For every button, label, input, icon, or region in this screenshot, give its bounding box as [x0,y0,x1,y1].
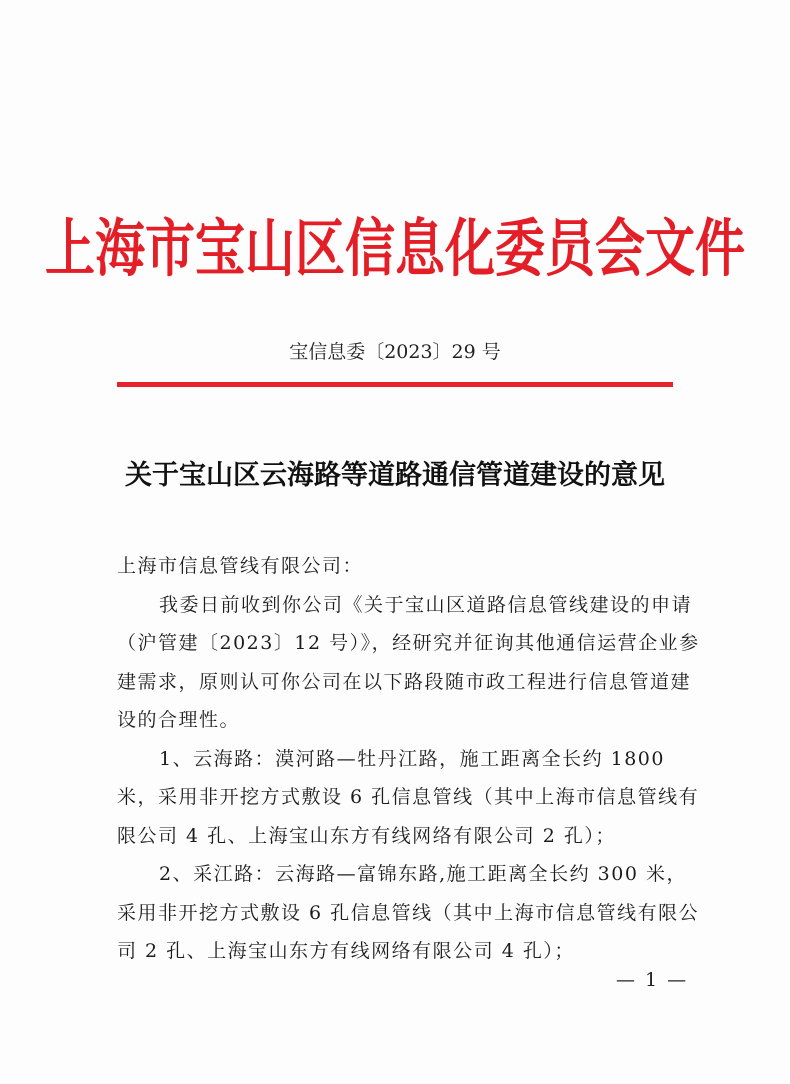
document-title: 关于宝山区云海路等道路通信管道建设的意见 [125,460,665,491]
document-number: 宝信息委〔2023〕29 号 [289,341,501,363]
page-number: — 1 — [616,969,689,991]
body-paragraph: 我委日前收到你公司《关于宝山区道路信息管线建设的申请（沪管建〔2023〕12 号）》，经研究并征询其他通信运营企业参建需求，原则认可你公司在以下路段随市政工程进行信息管道建设的合理性。 [117,593,700,731]
list-item-caijiang-road: 2、采江路：云海路—富锦东路,施工距离全长约 300 米，采用非开挖方式敷设 6 孔信息管线（其中上海市信息管线有限公司 2 孔、上海宝山东方有线网络有限公司 4 孔）； [117,863,700,962]
masthead-title: 上海市宝山区信息化委员会文件 [45,212,745,285]
list-item-yunhai-road: 1、云海路：漠河路—牡丹江路，施工距离全长约 1800 米，采用非开挖方式敷设 6 孔信息管线（其中上海市信息管线有限公司 4 孔、上海宝山东方有线网络有限公司 2 孔）； [117,747,700,847]
document-body [117,547,701,971]
red-divider-rule [117,382,673,387]
salutation: 上海市信息管线有限公司： [117,555,364,577]
